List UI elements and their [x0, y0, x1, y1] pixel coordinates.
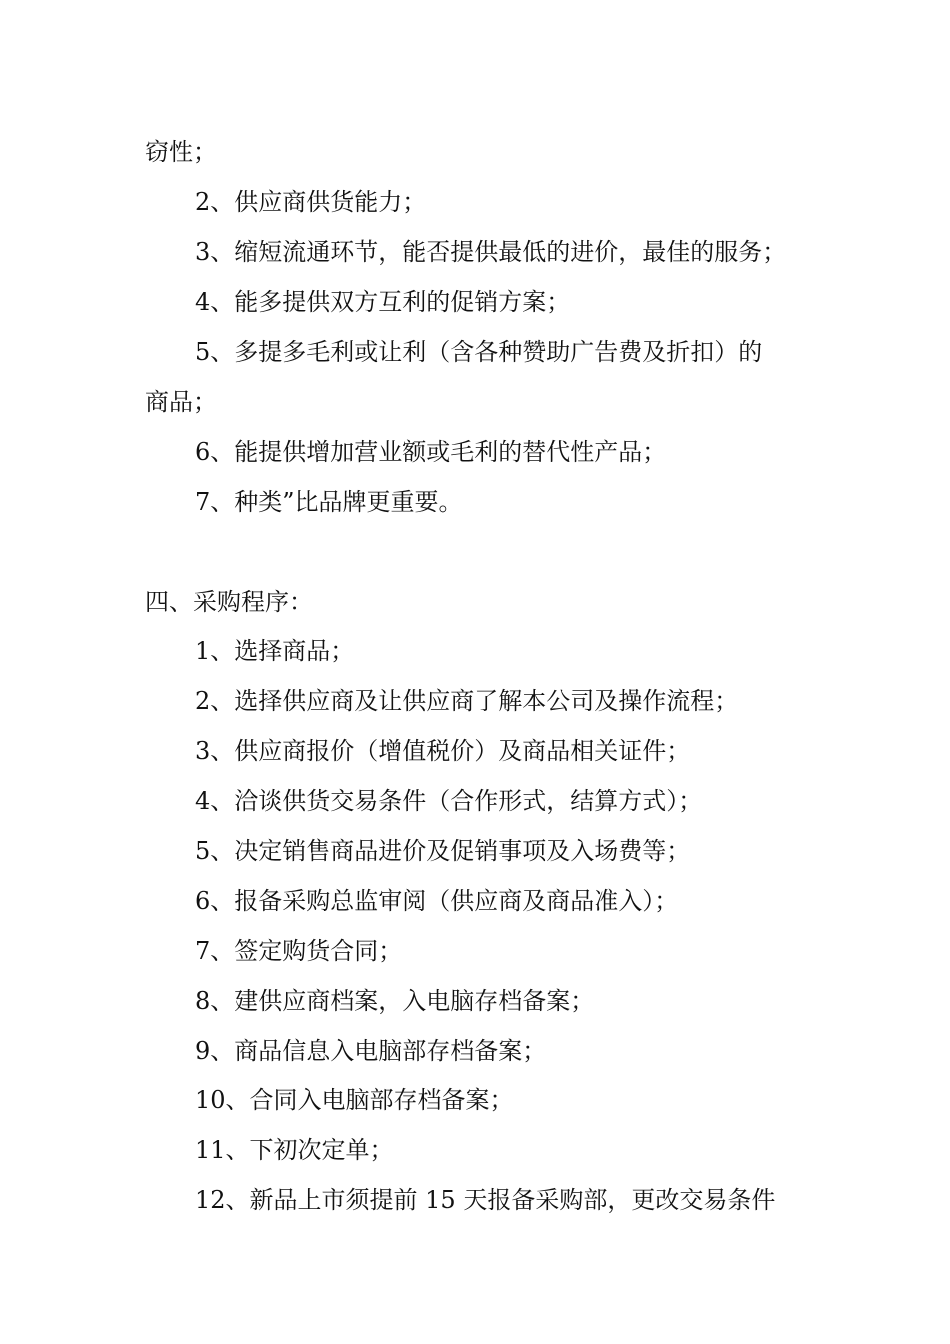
- procedure-item-8: 8、建供应商档案，入电脑存档备案；: [195, 987, 595, 1015]
- criteria-item-7: 7、种类”比品牌更重要。: [195, 488, 463, 516]
- criteria-item-2: 2、供应商供货能力；: [195, 188, 427, 216]
- procedure-item-11: 11、下初次定单；: [195, 1136, 394, 1164]
- section-heading: 四、采购程序：: [145, 588, 313, 616]
- procedure-item-4: 4、洽谈供货交易条件（合作形式，结算方式）；: [195, 787, 703, 815]
- criteria-item-6: 6、能提供增加营业额或毛利的替代性产品；: [195, 438, 667, 466]
- criteria-item-3: 3、缩短流通环节，能否提供最低的进价，最佳的服务；: [195, 238, 787, 266]
- criteria-item-5-continuation: 商品；: [145, 388, 217, 416]
- procedure-item-3: 3、供应商报价（增值税价）及商品相关证件；: [195, 737, 691, 765]
- procedure-item-2: 2、选择供应商及让供应商了解本公司及操作流程；: [195, 687, 739, 715]
- procedure-item-6: 6、报备采购总监审阅（供应商及商品准入）；: [195, 887, 679, 915]
- procedure-item-10: 10、合同入电脑部存档备案；: [195, 1086, 514, 1114]
- criteria-item-4: 4、能多提供双方互利的促销方案；: [195, 288, 571, 316]
- procedure-item-5: 5、决定销售商品进价及促销事项及入场费等；: [195, 837, 691, 865]
- procedure-item-9: 9、商品信息入电脑部存档备案；: [195, 1037, 547, 1065]
- procedure-item-12: 12、新品上市须提前 15 天报备采购部，更改交易条件: [195, 1186, 776, 1214]
- procedure-item-7: 7、签定购货合同；: [195, 937, 403, 965]
- continuation-text: 窃性；: [145, 138, 217, 166]
- procedure-item-1: 1、选择商品；: [195, 637, 355, 665]
- criteria-item-5: 5、多提多毛利或让利（含各种赞助广告费及折扣）的: [195, 338, 763, 366]
